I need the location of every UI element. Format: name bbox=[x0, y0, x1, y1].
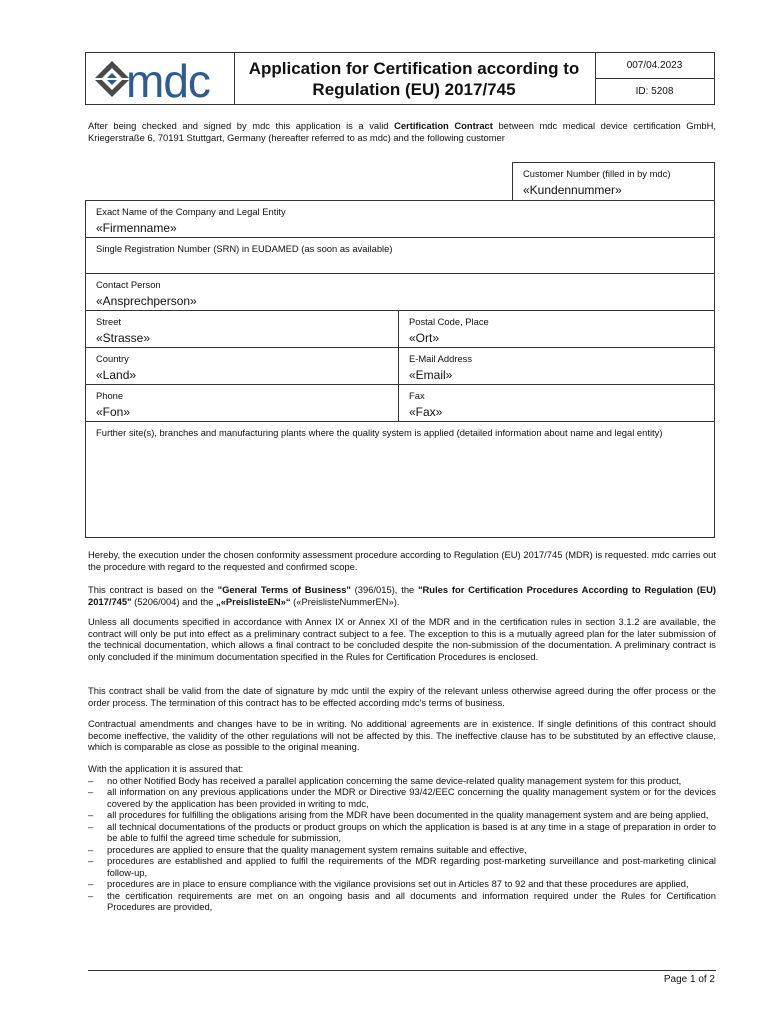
paragraph-contract-basis bbox=[88, 584, 716, 607]
p2-terms: "General Terms of Business" bbox=[217, 584, 351, 595]
paragraph-amendments: Contractual amendments and changes have to be in writing. No additional agreements are in existence. If single definitions of this contract should become ineffective, the validity of the other regulations will not be affected by this. The ineffective clause has to be substituted by an effective clause, which is comparable as close as possible to the original meaning. bbox=[88, 718, 716, 752]
email-label: E-Mail Address bbox=[409, 353, 473, 364]
contact-person-field[interactable] bbox=[85, 273, 715, 311]
contact-person-value: «Ansprechperson» bbox=[96, 294, 197, 308]
list-item: – no other Notified Body has received a parallel application concerning the same device-related quality management system for this product, bbox=[88, 775, 716, 787]
title-line-2: Regulation (EU) 2017/745 bbox=[312, 79, 516, 99]
document-header bbox=[85, 52, 715, 105]
list-item: – procedures are in place to ensure compliance with the vigilance provisions set out in Articles 87 to 92 and that these procedures are applied, bbox=[88, 878, 716, 890]
doc-id: ID: 5208 bbox=[595, 78, 714, 104]
intro-text-end: between mdc medical device certification GmbH, Kriegerstraße 6, 70191 Stuttgart, Germany (hereafter referred to as mdc) and the following customer bbox=[88, 120, 716, 143]
paragraph-validity: This contract shall be valid from the date of signature by mdc until the expiry of the relevant unless otherwise agreed during the offer process or the order process. The termination of this contract has to be effected according mdc's terms of business. bbox=[88, 685, 716, 708]
postal-label: Postal Code, Place bbox=[409, 316, 489, 327]
customer-number-value: «Kundennummer» bbox=[523, 183, 622, 197]
intro-bold: Certification Contract bbox=[394, 120, 493, 131]
street-value: «Strasse» bbox=[96, 331, 151, 345]
list-item: – all information on any previous applications under the MDR or Directive 93/42/EEC concerning the quality management system or for the devices covered by the application has been provided in writing to mdc, bbox=[88, 786, 716, 809]
logo-text: mdc bbox=[126, 55, 210, 107]
country-label: Country bbox=[96, 353, 129, 364]
phone-value: «Fon» bbox=[96, 405, 131, 419]
postal-value: «Ort» bbox=[409, 331, 440, 345]
page-number: Page 1 of 2 bbox=[663, 974, 715, 985]
p2-a: This contract is based on the bbox=[88, 584, 218, 595]
contact-person-label: Contact Person bbox=[96, 279, 161, 290]
assurance-section bbox=[88, 763, 716, 913]
p2-pricelist: „«PreislisteEN»“ bbox=[216, 595, 291, 607]
srn-field[interactable] bbox=[85, 237, 715, 274]
company-name-field[interactable] bbox=[85, 200, 715, 238]
customer-number-field[interactable] bbox=[512, 162, 715, 201]
company-name-label: Exact Name of the Company and Legal Entity bbox=[96, 206, 286, 217]
company-name-value: «Firmenname» bbox=[96, 221, 177, 235]
paragraph-execution: Hereby, the execution under the chosen conformity assessment procedure according to Regulation (EU) 2017/745 (MDR) is requested. mdc carries out the procedure with regard to the requested and confirmed scope. bbox=[88, 549, 716, 572]
customer-number-label: Customer Number (filled in by mdc) bbox=[523, 168, 671, 179]
fax-label: Fax bbox=[409, 390, 425, 401]
list-item: – all procedures for fulfilling the obligations arising from the MDR have been documented in the quality management system and are being applied, bbox=[88, 809, 716, 821]
p2-rules: "Rules for Certification Procedures According to Regulation (EU) 2017/745" bbox=[88, 584, 717, 607]
title-line-1: Application for Certification according to bbox=[248, 58, 580, 78]
intro-text-start: After being checked and signed by mdc this application is a valid bbox=[88, 120, 395, 131]
country-field[interactable] bbox=[85, 347, 399, 385]
footer-divider bbox=[88, 970, 716, 971]
doc-number: 007/04.2023 bbox=[626, 60, 683, 71]
postal-field[interactable] bbox=[398, 310, 715, 348]
list-item: – procedures are established and applied to fulfil the requirements of the MDR regarding post-marketing surveillance and post-marketing clinical follow-up, bbox=[88, 855, 716, 878]
document-meta bbox=[595, 52, 715, 105]
list-item: – all technical documentations of the products or product groups on which the application is based is at any time in a stage of preparation in order to be able to fulfil the agreed time schedule for submission, bbox=[88, 821, 716, 844]
p2-g: («PreislisteNummerEN»). bbox=[290, 595, 400, 607]
email-field[interactable] bbox=[398, 347, 715, 385]
further-sites-field[interactable] bbox=[85, 421, 715, 538]
further-sites-label: Further site(s), branches and manufacturing plants where the quality system is applied (detailed information about name and legal entity) bbox=[96, 427, 663, 438]
email-value: «Email» bbox=[409, 368, 453, 382]
list-intro: With the application it is assured that: bbox=[88, 763, 244, 774]
list-item: – procedures are applied to ensure that the quality management system remains suitable and effective, bbox=[88, 844, 716, 856]
phone-field[interactable] bbox=[85, 384, 399, 422]
intro-paragraph bbox=[88, 120, 716, 143]
logo-box bbox=[85, 52, 235, 105]
fax-field[interactable] bbox=[398, 384, 715, 422]
phone-label: Phone bbox=[96, 390, 124, 401]
country-value: «Land» bbox=[96, 368, 137, 382]
document-title bbox=[233, 52, 596, 105]
assurance-list bbox=[88, 775, 716, 913]
p2-c: (396/015), the bbox=[350, 584, 419, 595]
street-field[interactable] bbox=[85, 310, 399, 348]
fax-value: «Fax» bbox=[409, 405, 443, 419]
list-item: – the certification requirements are met on an ongoing basis and all documents and information required under the Rules for Certification Procedures are provided, bbox=[88, 890, 716, 913]
paragraph-documents: Unless all documents specified in accordance with Annex IX or Annex XI of the MDR and in the certification rules in section 3.1.2 are available, the contract will only be put into effect as a preliminary contract subject to a fee. The exception to this is a mutually agreed plan for the later submission of the technical documentation, which allows a final contract to be concluded despite the non-submission of the documentation. A preliminary contract is only concluded if the minimum documentation specified in the Rules for Certification Procedures is enclosed. bbox=[88, 616, 716, 662]
srn-label: Single Registration Number (SRN) in EUDAMED (as soon as available) bbox=[96, 243, 393, 254]
street-label: Street bbox=[96, 316, 122, 327]
p2-e: (5206/004) and the bbox=[131, 595, 217, 607]
